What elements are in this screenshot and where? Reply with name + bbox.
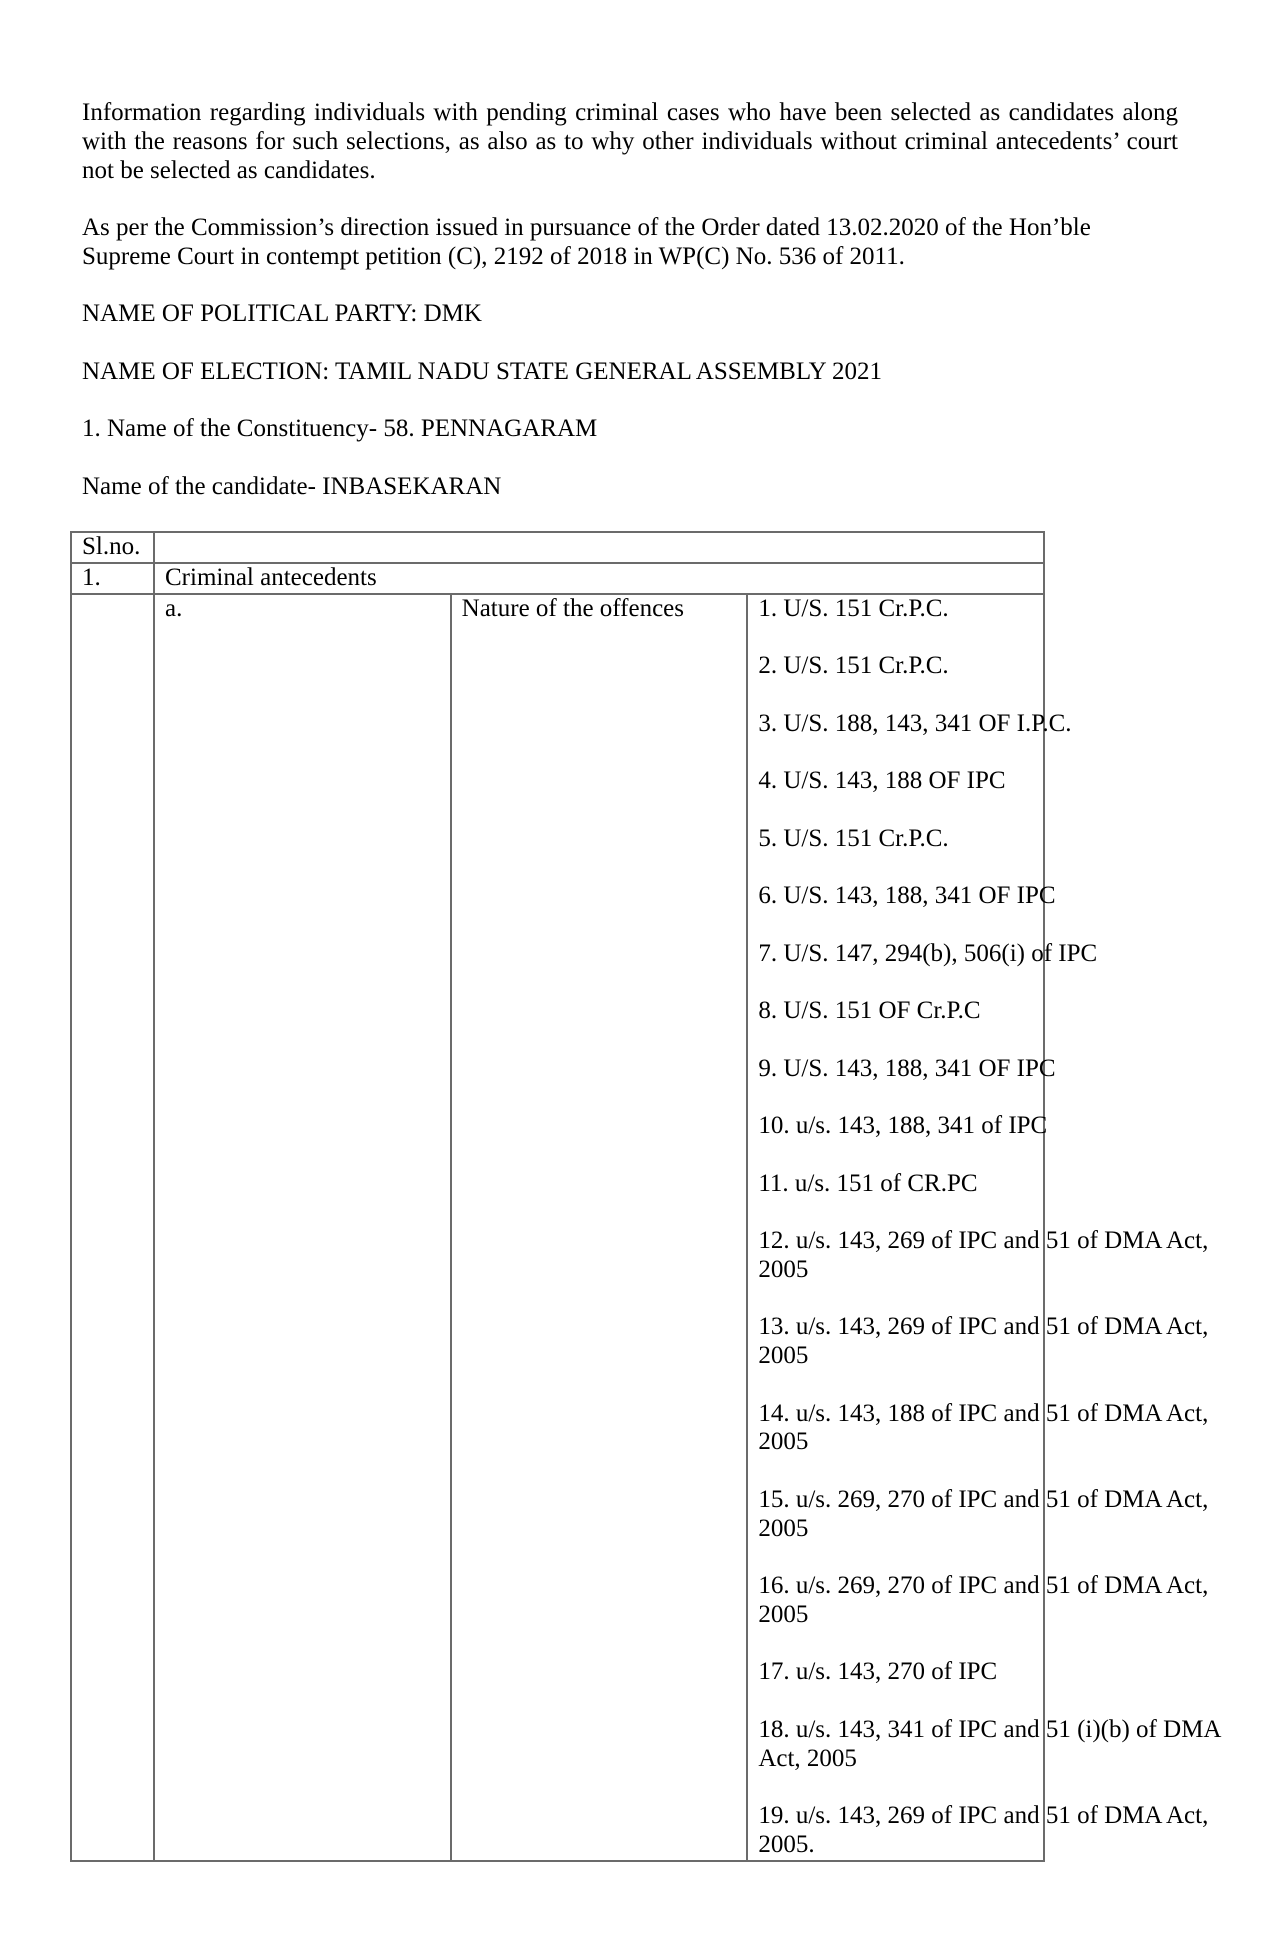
offence-item xyxy=(758,1715,1222,1774)
table-header-row xyxy=(71,532,1044,563)
section-number: 1. xyxy=(71,563,154,594)
header-sl-no: Sl.no. xyxy=(71,532,154,563)
offence-item xyxy=(758,652,1037,681)
spacer xyxy=(82,444,1178,473)
offence-text: 10. u/s. 143, 188, 341 of IPC xyxy=(758,1112,1048,1139)
offence-text: 17. u/s. 143, 270 of IPC xyxy=(758,1658,998,1686)
spacer xyxy=(82,329,1178,358)
offence-item xyxy=(758,939,1098,969)
political-party-heading: NAME OF POLITICAL PARTY: DMK xyxy=(82,300,482,328)
intro-line: not be selected as candidates. xyxy=(82,156,376,184)
offence-item xyxy=(758,709,1072,739)
candidate-heading: Name of the candidate- INBASEKARAN xyxy=(82,472,502,500)
offence-item xyxy=(758,1658,1037,1687)
offence-text: 11. u/s. 151 of CR.PC xyxy=(758,1169,978,1197)
offence-text: 2005. xyxy=(758,1830,815,1858)
intro-line: with the reasons for such selections, as also as to why other individuals without criminal antecedents’ court xyxy=(82,127,1178,155)
spacer xyxy=(82,387,1178,416)
offence-item xyxy=(758,1112,1048,1141)
offence-text: 2. U/S. 151 Cr.P.C. xyxy=(758,652,949,679)
commission-direction-paragraph xyxy=(82,214,1178,272)
spacer xyxy=(82,185,1178,214)
direction-line: Supreme Court in contempt petition (C), 2192 of 2018 in WP(C) No. 536 of 2011. xyxy=(82,242,905,270)
section-row xyxy=(71,563,1044,594)
offence-item xyxy=(758,1170,1037,1199)
offence-text: 1. U/S. 151 Cr.P.C. xyxy=(758,594,949,622)
table-row xyxy=(71,594,1044,1861)
election-heading: NAME OF ELECTION: TAMIL NADU STATE GENERAL ASSEMBLY 2021 xyxy=(82,357,882,385)
offence-text: 2005 xyxy=(758,1428,809,1456)
direction-line: As per the Commission’s direction issued in pursuance of the Order dated 13.02.2020 of the Hon’ble xyxy=(82,214,1091,241)
constituency-heading: 1. Name of the Constituency- 58. PENNAGARAM xyxy=(82,415,598,443)
intro-paragraph xyxy=(82,99,1178,185)
spacer xyxy=(82,272,1178,301)
offence-text: 13. u/s. 143, 269 of IPC and 51 of DMA Act, xyxy=(758,1313,1209,1341)
offence-item xyxy=(758,767,1037,796)
offence-text: 14. u/s. 143, 188 of IPC and 51 of DMA Act, xyxy=(758,1399,1209,1427)
offence-text: 8. U/S. 151 OF Cr.P.C xyxy=(758,997,981,1024)
offence-text: 18. u/s. 143, 341 of IPC and 51 (i)(b) of DMA xyxy=(758,1715,1222,1743)
offence-text: 3. U/S. 188, 143, 341 OF I.P.C. xyxy=(758,709,1072,737)
section-title: Criminal antecedents xyxy=(154,563,1044,594)
offence-text: 2005 xyxy=(758,1514,809,1542)
offence-text: 16. u/s. 269, 270 of IPC and 51 of DMA Act, xyxy=(758,1572,1209,1599)
offence-item xyxy=(758,1802,1209,1860)
offence-item xyxy=(758,1399,1209,1458)
offence-item xyxy=(758,1572,1209,1630)
sub-item-label: Nature of the offences xyxy=(451,594,748,1861)
offence-text: 2005 xyxy=(758,1600,809,1628)
offence-text: 9. U/S. 143, 188, 341 OF IPC xyxy=(758,1054,1056,1082)
offence-item xyxy=(758,595,1037,624)
offence-item xyxy=(758,1054,1056,1084)
offence-item xyxy=(758,882,1056,911)
offence-item xyxy=(758,1485,1209,1544)
document-page xyxy=(82,99,1178,502)
offence-text: 5. U/S. 151 Cr.P.C. xyxy=(758,824,949,852)
offence-text: 2005 xyxy=(758,1255,809,1283)
intro-line: Information regarding individuals with pending criminal cases who have been selected as candidates along xyxy=(82,99,1178,126)
offence-text: 7. U/S. 147, 294(b), 506(i) of IPC xyxy=(758,939,1098,967)
criminal-antecedents-table xyxy=(70,531,1222,1862)
header-blank-cell xyxy=(154,532,1044,563)
offence-text: 4. U/S. 143, 188 OF IPC xyxy=(758,767,1006,794)
offence-item xyxy=(758,1313,1209,1371)
offence-item xyxy=(758,825,1037,854)
offence-text: Act, 2005 xyxy=(758,1744,857,1772)
empty-sl-cell xyxy=(71,594,154,1861)
offence-text: 15. u/s. 269, 270 of IPC and 51 of DMA Act, xyxy=(758,1485,1209,1513)
offences-list xyxy=(747,594,1222,1861)
offence-text: 2005 xyxy=(758,1342,809,1369)
offence-item xyxy=(758,997,1037,1026)
sub-item-letter: a. xyxy=(154,594,451,1861)
offence-text: 12. u/s. 143, 269 of IPC and 51 of DMA Act, xyxy=(758,1227,1209,1254)
offence-text: 19. u/s. 143, 269 of IPC and 51 of DMA Act, xyxy=(758,1802,1209,1829)
offence-text: 6. U/S. 143, 188, 341 OF IPC xyxy=(758,882,1056,909)
offence-item xyxy=(758,1227,1209,1285)
